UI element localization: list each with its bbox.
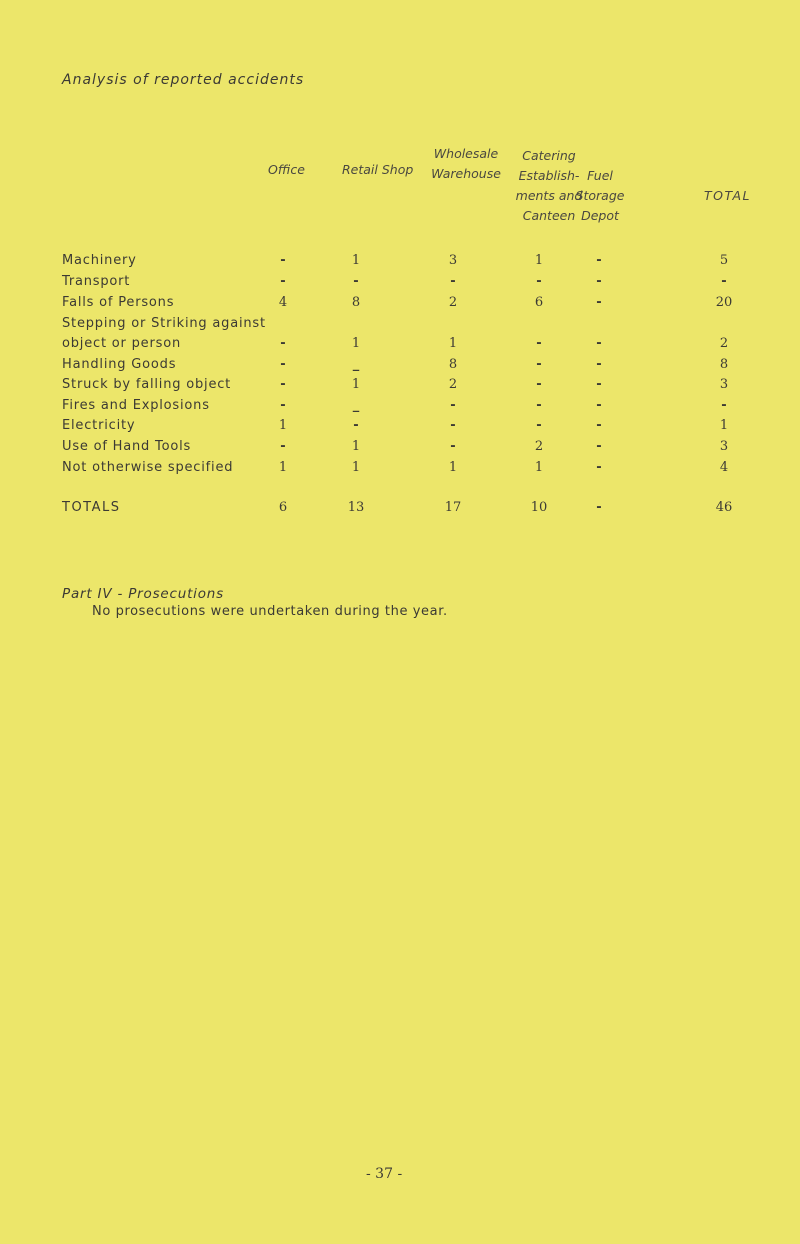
table-cell: - (450, 398, 456, 413)
header-retail-shop: Retail Shop (342, 162, 414, 177)
table-cell: - (721, 274, 727, 289)
table-cell: _ (352, 398, 360, 413)
table-cell: 1 (351, 253, 361, 268)
table-cell: - (721, 398, 727, 413)
table-cell: 6 (534, 295, 544, 310)
table-cell: - (536, 418, 542, 433)
header-catering-line: ments and (515, 188, 583, 203)
row-label: Use of Hand Tools (62, 439, 192, 454)
table-cell: - (596, 336, 602, 351)
header-wholesale-line: Warehouse (431, 166, 501, 181)
table-cell: - (596, 460, 602, 475)
table-cell: 2 (534, 439, 544, 454)
table-cell: 3 (719, 377, 729, 392)
totals-cell: 10 (530, 500, 548, 515)
table-cell: 1 (278, 418, 288, 433)
header-office: Office (268, 162, 305, 177)
table-cell: 1 (351, 377, 361, 392)
table-cell: 8 (351, 295, 361, 310)
row-label: Struck by falling object (62, 377, 232, 392)
table-cell: - (280, 336, 286, 351)
table-cell: 1 (448, 336, 458, 351)
table-cell: - (536, 274, 542, 289)
table-cell: - (596, 398, 602, 413)
totals-cell: 6 (278, 500, 288, 515)
header-catering-line: Catering (522, 148, 576, 163)
table-cell: - (450, 439, 456, 454)
table-cell: 20 (715, 295, 733, 310)
table-cell: 8 (448, 357, 458, 372)
page-number: - 37 - (366, 1166, 403, 1182)
table-cell: 1 (448, 460, 458, 475)
row-label: Handling Goods (62, 357, 177, 372)
table-cell: 1 (351, 460, 361, 475)
table-cell: - (280, 398, 286, 413)
table-cell: 4 (719, 460, 729, 475)
table-cell: 1 (534, 460, 544, 475)
row-label: Stepping or Striking against (62, 316, 266, 331)
table-cell: 3 (448, 253, 458, 268)
table-cell: - (280, 439, 286, 454)
header-total: TOTAL (704, 188, 751, 203)
table-cell: 4 (278, 295, 288, 310)
row-label: Not otherwise specified (62, 460, 234, 475)
table-cell: 1 (278, 460, 288, 475)
table-cell: - (536, 377, 542, 392)
table-cell: 2 (448, 295, 458, 310)
table-cell: - (536, 398, 542, 413)
table-cell: - (450, 418, 456, 433)
header-fuel-line: Storage (575, 188, 625, 203)
totals-cell: 17 (444, 500, 462, 515)
table-cell: - (280, 377, 286, 392)
table-cell: 1 (351, 439, 361, 454)
row-label: Machinery (62, 253, 137, 268)
totals-cell: - (596, 500, 602, 515)
header-fuel-line: Depot (581, 208, 619, 223)
header-fuel-storage (568, 166, 632, 226)
header-catering-line: Canteen (522, 208, 576, 223)
table-cell: - (536, 357, 542, 372)
row-label: object or person (62, 336, 181, 351)
table-cell: - (596, 357, 602, 372)
section-title: Part IV - Prosecutions (62, 586, 224, 602)
table-cell: - (596, 377, 602, 392)
row-label: Transport (62, 274, 131, 289)
table-cell: - (536, 336, 542, 351)
table-cell: - (353, 418, 359, 433)
table-cell: 1 (719, 418, 729, 433)
table-cell: 2 (448, 377, 458, 392)
totals-cell: 13 (347, 500, 365, 515)
header-catering-line: Establish- (518, 168, 580, 183)
table-cell: - (596, 418, 602, 433)
table-cell: - (353, 274, 359, 289)
table-cell: 8 (719, 357, 729, 372)
section-text: No prosecutions were undertaken during the year. (92, 604, 448, 619)
row-label: Electricity (62, 418, 136, 433)
row-label: Fires and Explosions (62, 398, 210, 413)
header-wholesale (426, 144, 506, 184)
table-cell: 1 (351, 336, 361, 351)
table-cell: 5 (719, 253, 729, 268)
table-cell: - (280, 357, 286, 372)
table-cell: - (450, 274, 456, 289)
table-cell: - (596, 253, 602, 268)
table-cell: 1 (534, 253, 544, 268)
table-cell: - (596, 295, 602, 310)
totals-cell: 46 (715, 500, 733, 515)
totals-label: TOTALS (62, 500, 121, 515)
table-cell: 2 (719, 336, 729, 351)
table-cell: - (596, 439, 602, 454)
row-label: Falls of Persons (62, 295, 175, 310)
table-cell: - (280, 253, 286, 268)
header-wholesale-line: Wholesale (433, 146, 499, 161)
table-cell: 3 (719, 439, 729, 454)
table-cell: - (280, 274, 286, 289)
table-cell: - (596, 274, 602, 289)
page-title: Analysis of reported accidents (62, 72, 305, 88)
table-cell: _ (352, 357, 360, 372)
header-fuel-line: Fuel (587, 168, 613, 183)
